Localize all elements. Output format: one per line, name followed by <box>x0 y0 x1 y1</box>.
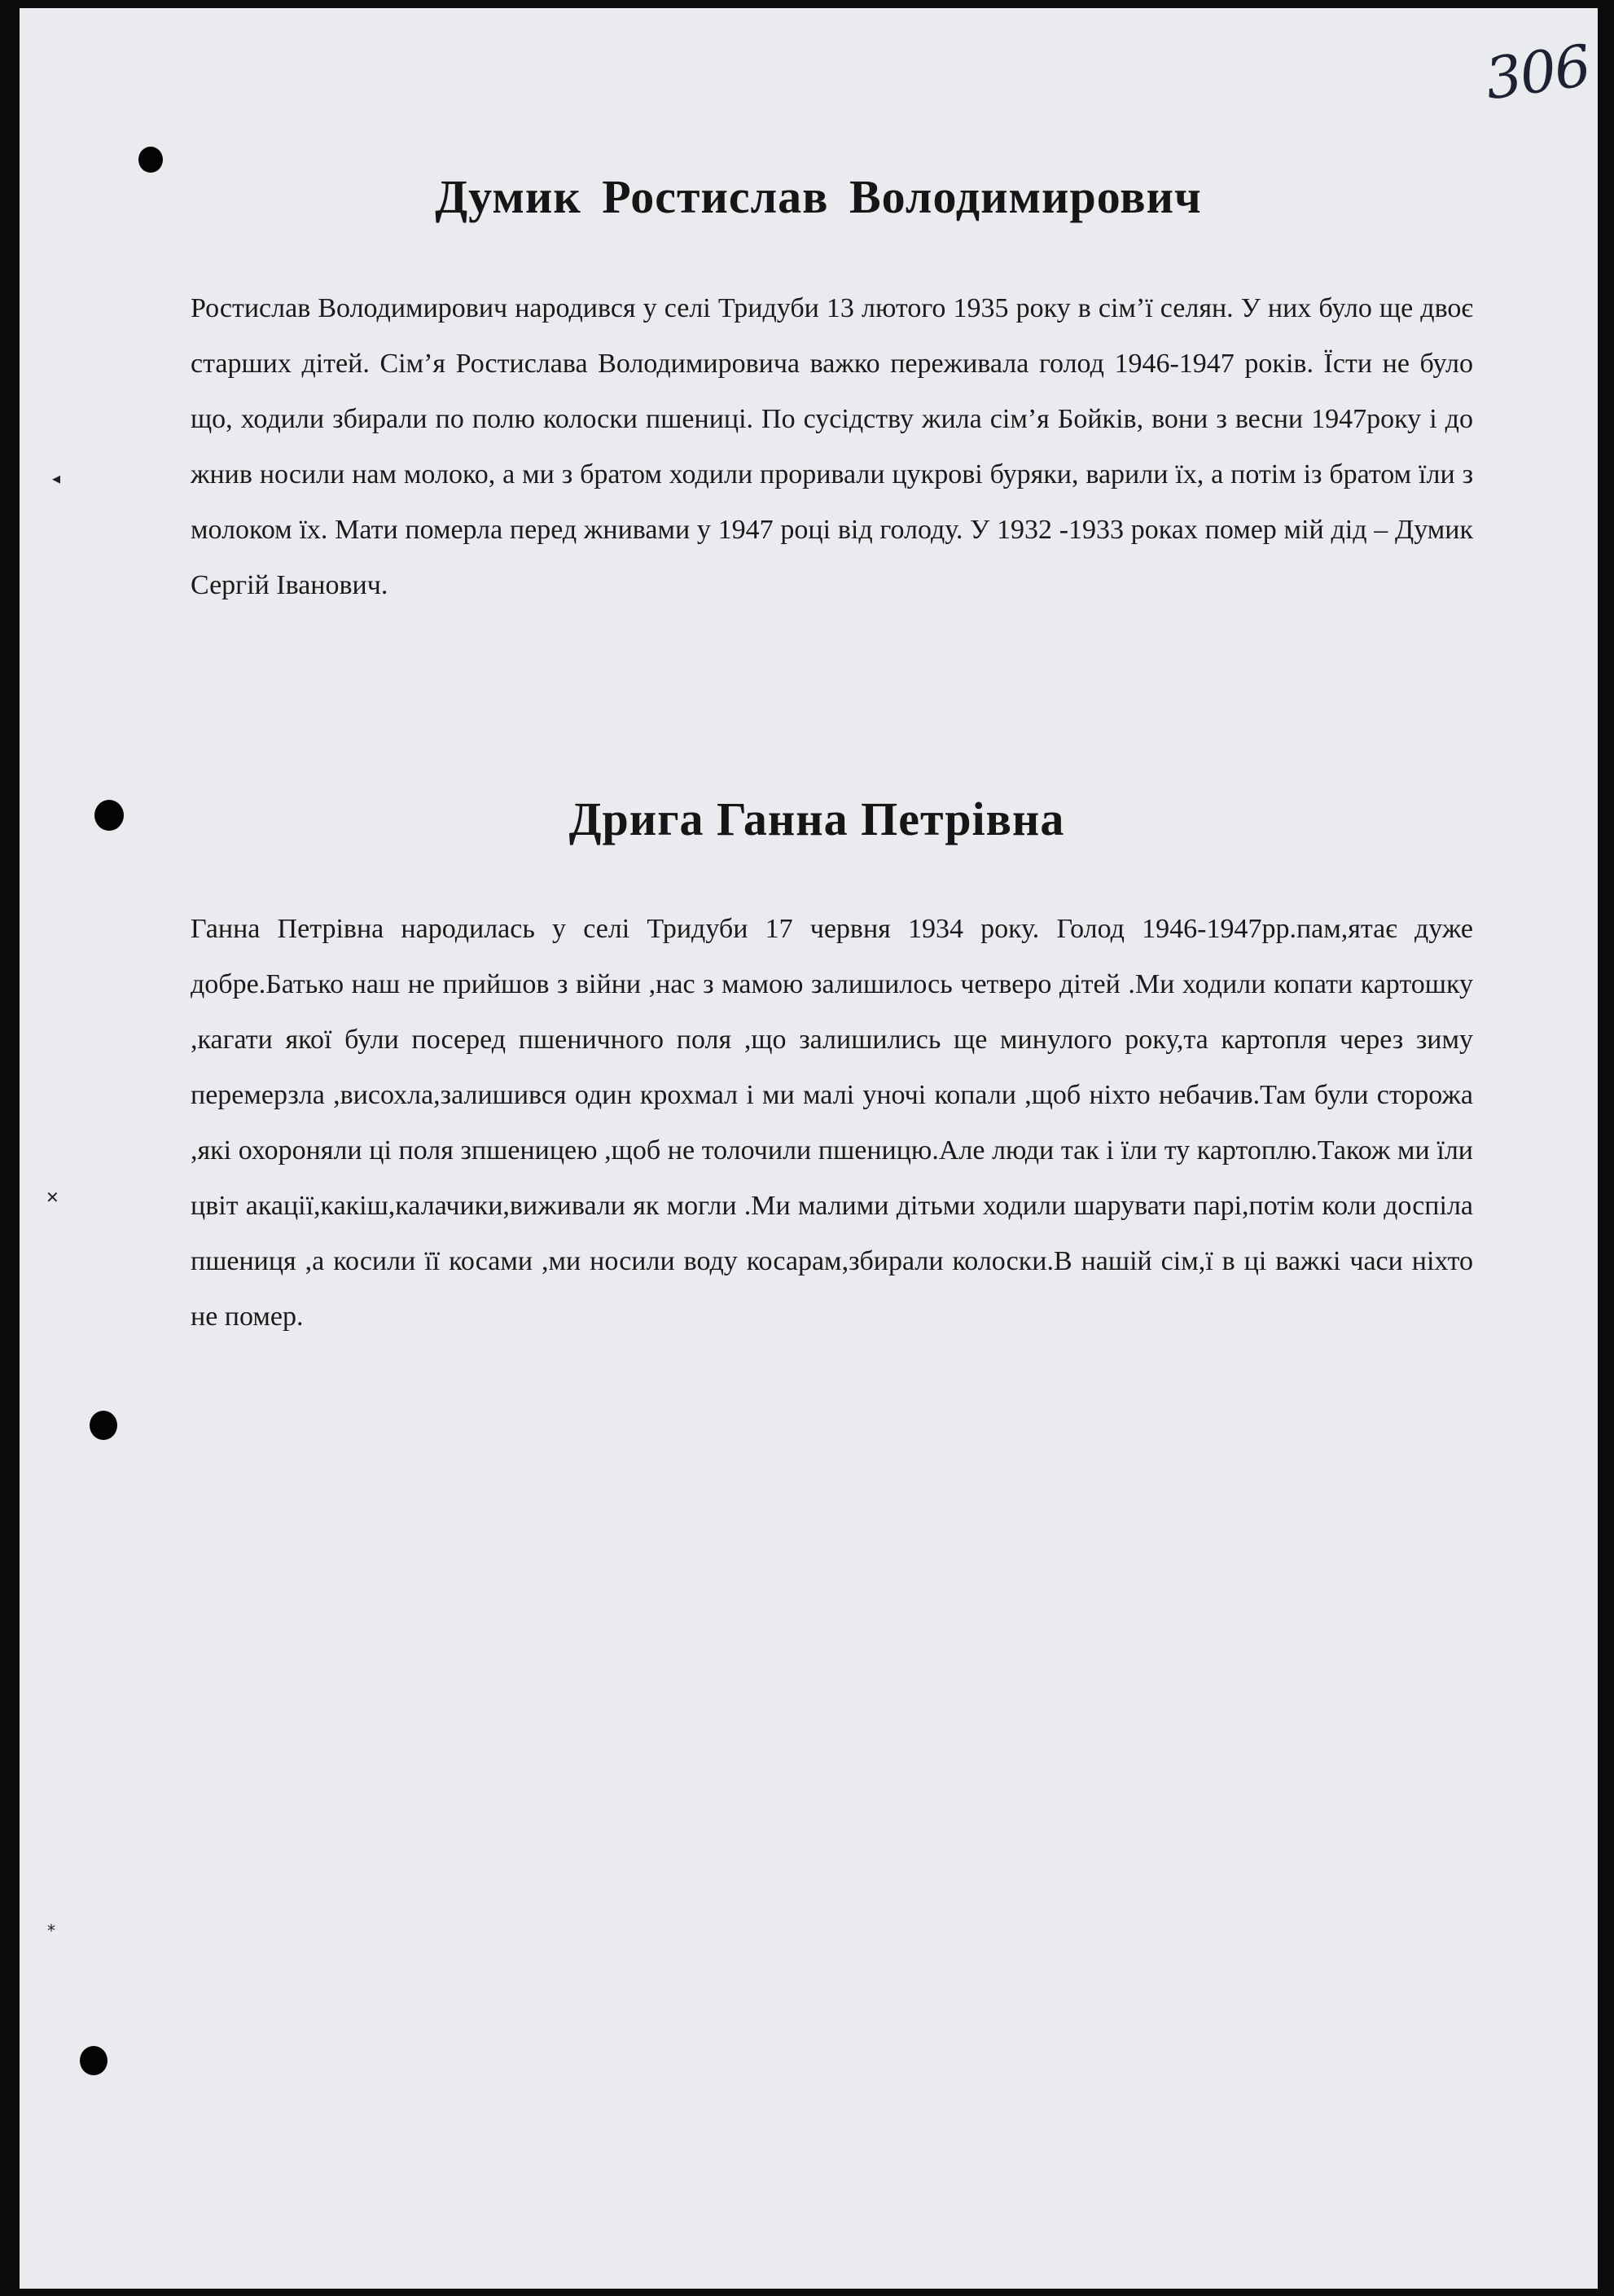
margin-mark: ◂ <box>52 468 61 488</box>
punch-hole <box>90 1411 117 1440</box>
entry-text-dryha: Ганна Петрівна народилась у селі Тридуби 17 червня 1934 року. Голод 1946-1947рр.пам,ятає дуже добре.Батько наш не прийшов з війни ,нас з мамою залишилось четверо дітей .Ми ходили копати картошку ,кагати якої були посеред пшеничного поля ,що залишились ще минулого року,та картопля через зиму перемерзла ,висохла,залишився один крохмал і ми малі уночі копали ,щоб ніхто небачив.Там були сторожа ,які охороняли ці поля зпшеницею ,щоб не толочили пшеницю.Але люди так і їли ту картоплю.Також ми їли цвіт акації,какіш,калачики,виживали як могли .Ми малими дітьми ходили шарувати парі,потім коли доспіла пшениця ,а косили її косами ,ми носили воду косарам,збирали колоски.В нашій сім,ї в ці важкі часи ніхто не помер. <box>191 914 1473 1332</box>
entry-text-dumyk: Ростислав Володимирович народився у селі Тридуби 13 лютого 1935 року в сім’ї селян. У них було ще двоє старших дітей. Сім’я Ростислава Володимировича важко переживала голод 1946-1947 років. Їсти не було що, ходили збирали по полю колоски пшениці. По сусідству жила сім’я Бойків, вони з весни 1947року і до жнив носили нам молоко, а ми з братом ходили проривали цукрові буряки, варили їх, а потім із братом їли з молоком їх. Мати померла перед жнивами у 1947 році від голоду. У 1932 -1933 роках помер мій дід – Думик Сергій Іванович. <box>191 293 1473 600</box>
margin-mark: ⁎ <box>47 1916 55 1935</box>
document-page <box>20 8 1598 2289</box>
margin-mark: ✕ <box>46 1188 59 1207</box>
handwritten-page-number: 306 <box>1480 32 1594 113</box>
entry-title-dumyk: Думик Ростислав Володимирович <box>435 170 1202 223</box>
punch-hole <box>80 2046 107 2075</box>
entry-title-dryha: Дрига Ганна Петрівна <box>568 792 1065 845</box>
